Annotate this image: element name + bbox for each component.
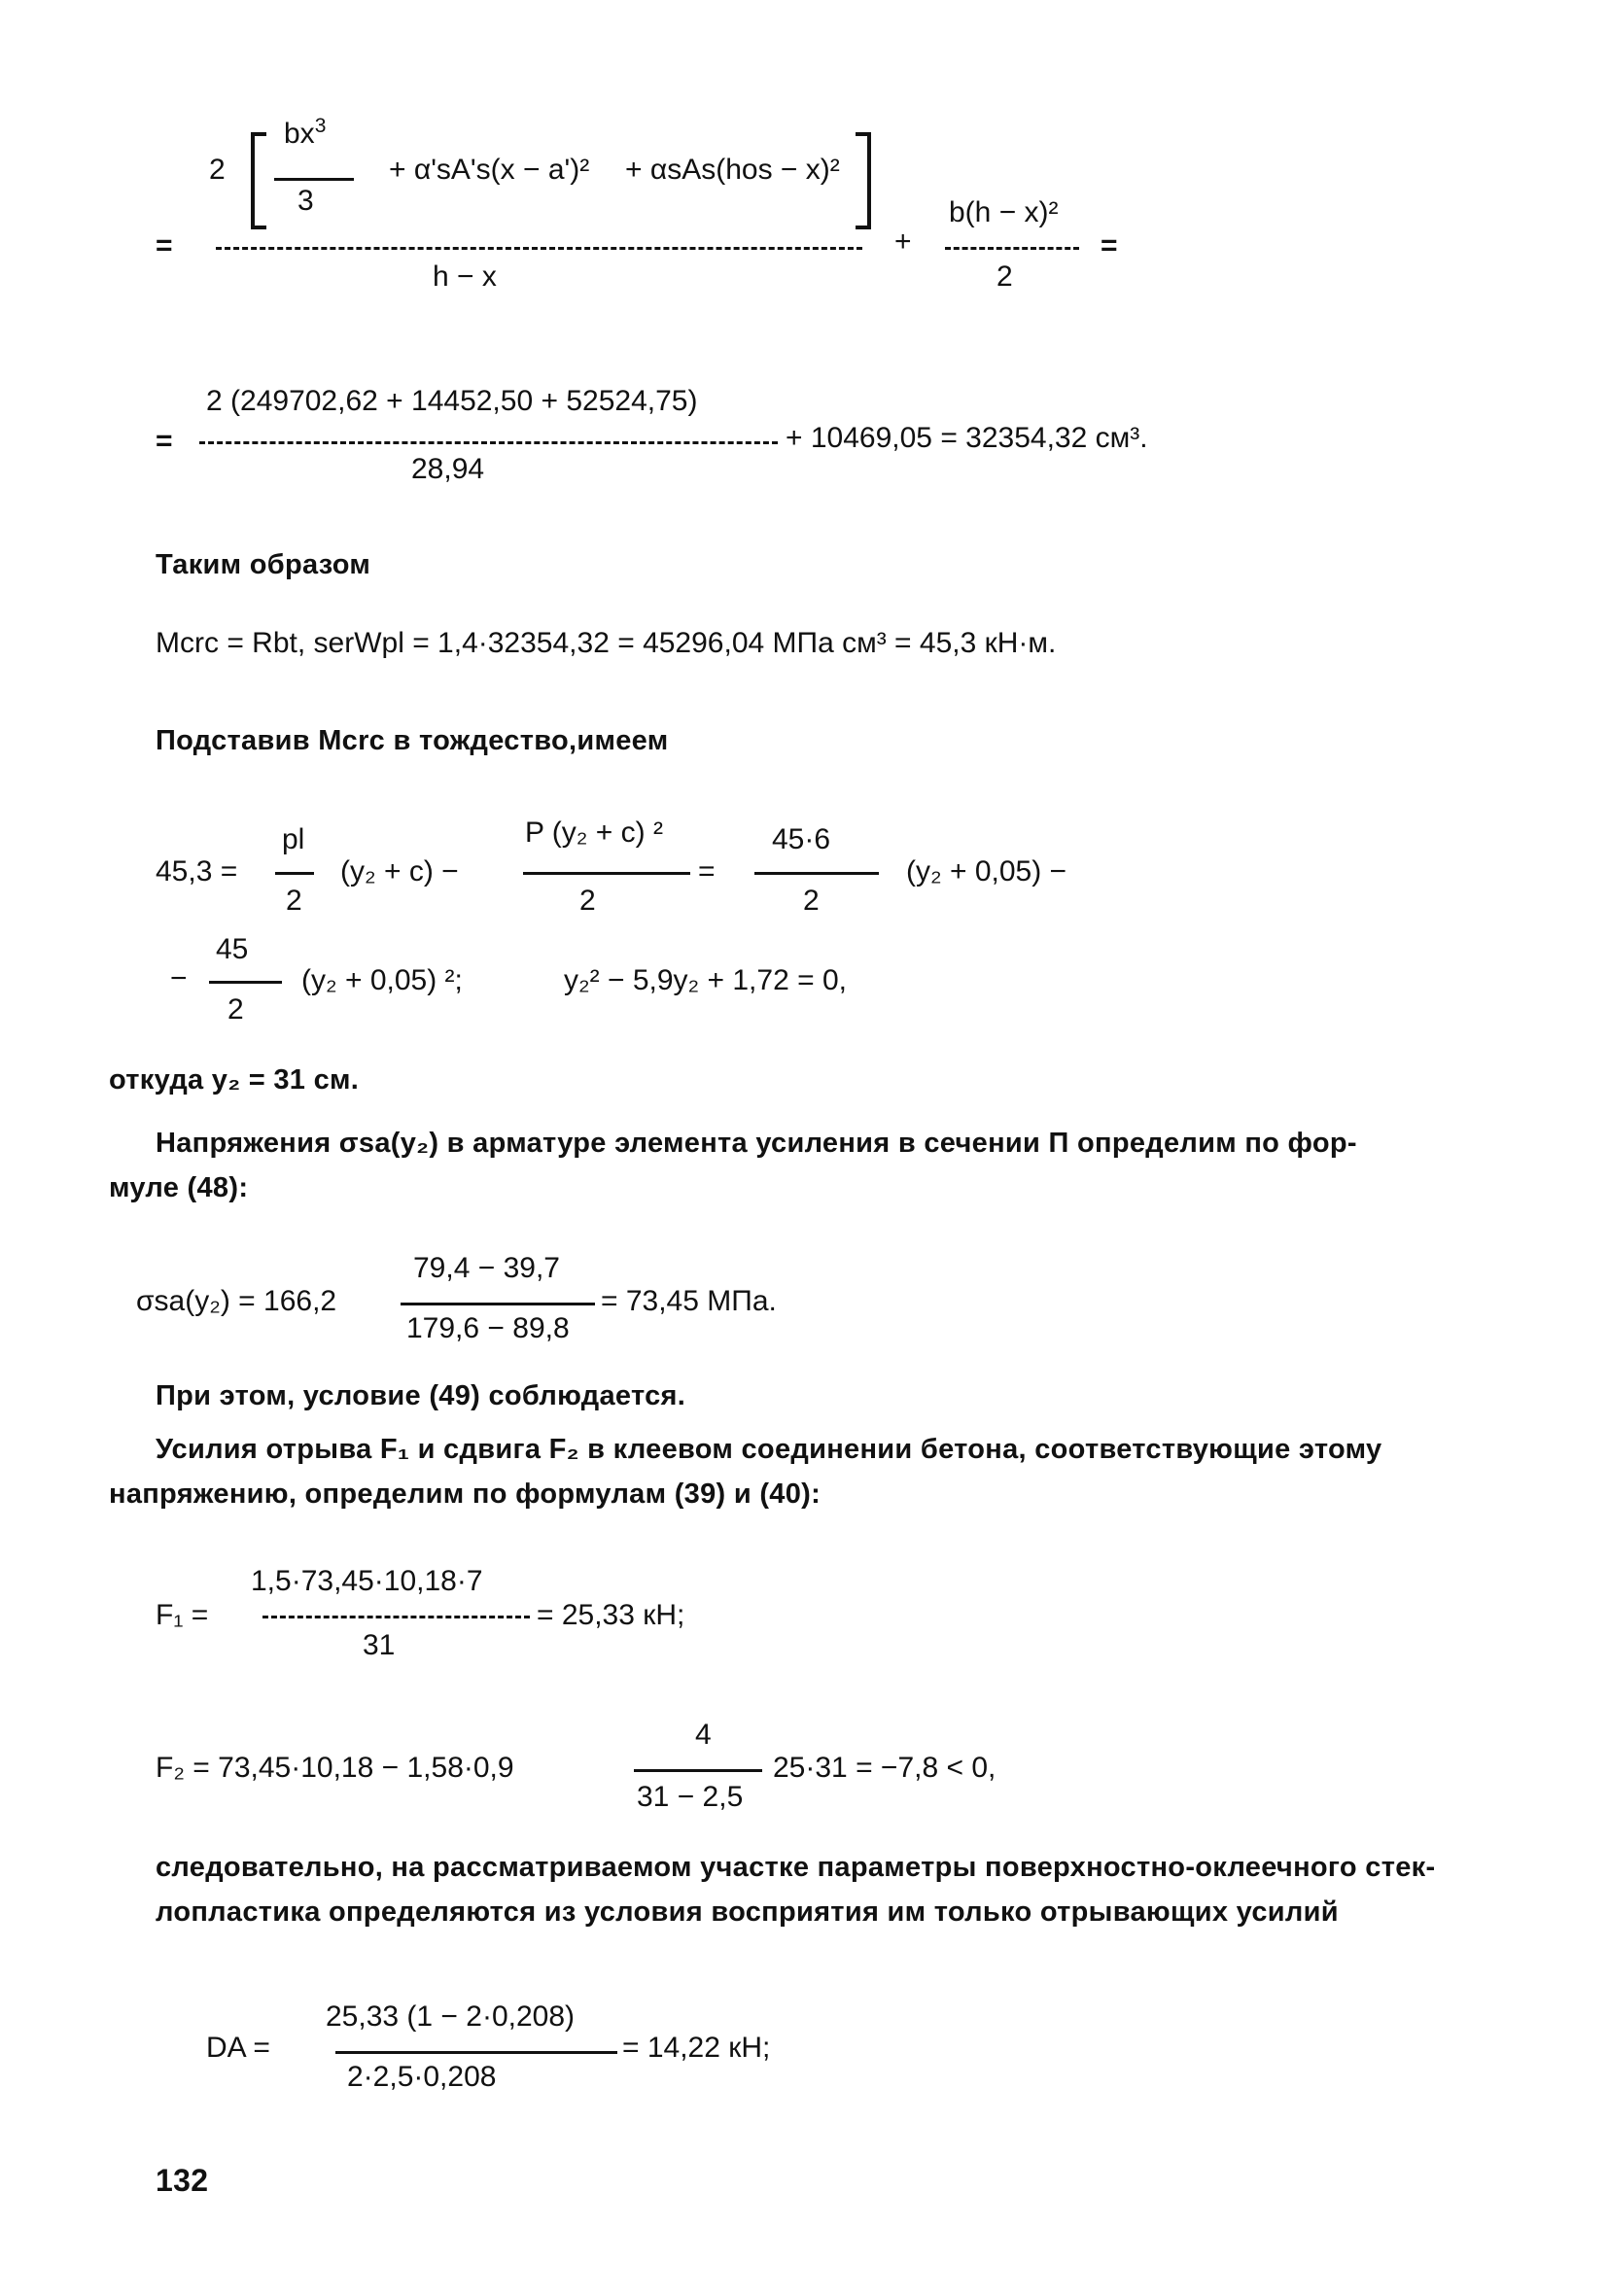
main-frac-bar [216,247,862,250]
frac-bar [199,441,778,444]
text-forces-l1: Усилия отрыва F₁ и сдвига F₂ в клеевом соединении бетона, соответствующие этому [156,1434,1382,1465]
term-3: + αsAs(hos − x)² [625,154,840,186]
denominator: 179,6 − 89,8 [406,1312,570,1344]
text-forces-l2: напряжению, определим по формулам (39) и (40): [109,1478,821,1510]
denominator: 28,94 [411,453,485,485]
denominator: 2·2,5·0,208 [347,2061,497,2093]
numerator: 2 (249702,62 + 14452,50 + 52524,75) [206,385,698,417]
f1-bar [275,872,314,875]
lhs: F₁ = [156,1599,209,1631]
num-bx: $bx^3$ [284,115,327,150]
frac-bar [274,178,354,181]
numerator: 25,33 (1 − 2·0,208) [326,2000,576,2033]
text-stress-l2: муле (48): [109,1172,249,1203]
eq-right: = [1101,229,1118,261]
lhs: F₂ = 73,45·10,18 − 1,58·0,9 [156,1752,514,1784]
frac-bar [335,2051,617,2054]
text-stress-l1: Напряжения σsa(y₂) в арматуре элемента усиления в сечении П определим по фор- [156,1128,1357,1159]
rhs: = 73,45 МПа. [601,1285,777,1317]
f2-num: P (y₂ + c) ² [525,817,663,849]
frac2-bar [945,247,1079,250]
text-thus: Таким образом [156,549,371,580]
term-2: + αʹsAʹs(x − aʹ)² [389,154,590,186]
f1-den: 2 [286,885,302,917]
den-3: 3 [297,185,314,217]
frac2-den: 2 [996,261,1013,293]
coef: 2 [209,154,226,186]
f2-eq: = [698,855,716,887]
text-substituting: Подставив Mcrc в тождество,имеем [156,725,669,756]
page-number: 132 [156,2163,209,2198]
rhs: = 14,22 кН; [622,2032,771,2064]
f2-den: 2 [579,885,596,917]
lhs: σsa(y₂) = 166,2 [136,1285,337,1317]
eq-left: = [156,229,173,261]
f4-num: 45 [216,933,249,965]
f3-num: 45·6 [772,823,831,855]
f4-bar [209,981,282,984]
den-h-x: h − x [433,261,497,293]
t4: y₂² − 5,9y₂ + 1,72 = 0, [564,964,847,996]
f3-den: 2 [803,885,820,917]
rhs: = 25,33 кН; [537,1599,685,1631]
f3-bar [754,872,879,875]
eq-left: = [156,425,173,457]
frac-bar [401,1303,595,1305]
numerator: 79,4 − 39,7 [413,1252,560,1284]
t3: (y₂ + 0,05) ²; [301,964,463,996]
t2: (y₂ + 0,05) − [906,855,1067,887]
text-whence: откуда y₂ = 31 см. [109,1064,360,1096]
rhs: 25·31 = −7,8 < 0, [773,1752,996,1784]
left-bracket [251,132,266,229]
t1: (y₂ + c) − [340,855,459,887]
f1-num: pl [282,823,305,855]
numerator: 1,5·73,45·10,18·7 [251,1565,483,1597]
rest: + 10469,05 = 32354,32 см³. [786,422,1148,454]
minus: − [170,962,188,994]
frac2-num: b(h − x)² [949,196,1059,228]
frac-bar [262,1616,530,1618]
text-consequently-l2: лопластика определяются из условия восприятия им только отрывающих усилий [156,1896,1339,1928]
text-condition: При этом, условие (49) соблюдается. [156,1380,686,1411]
f2-bar [523,872,690,875]
lhs: DA = [206,2032,270,2064]
numerator: 4 [695,1719,712,1751]
equation-3: Mcrc = Rbt, serWpl = 1,4·32354,32 = 45296,04 МПа см³ = 45,3 кН·м. [156,627,1057,659]
denominator: 31 [363,1629,396,1661]
plus: + [894,226,912,258]
right-bracket [856,132,871,229]
lhs: 45,3 = [156,855,238,887]
text-consequently-l1: следовательно, на рассматриваемом участке параметры поверхностно-оклеечного стек- [156,1852,1436,1883]
frac-bar [634,1769,762,1772]
f4-den: 2 [227,993,244,1026]
denominator: 31 − 2,5 [637,1781,744,1813]
